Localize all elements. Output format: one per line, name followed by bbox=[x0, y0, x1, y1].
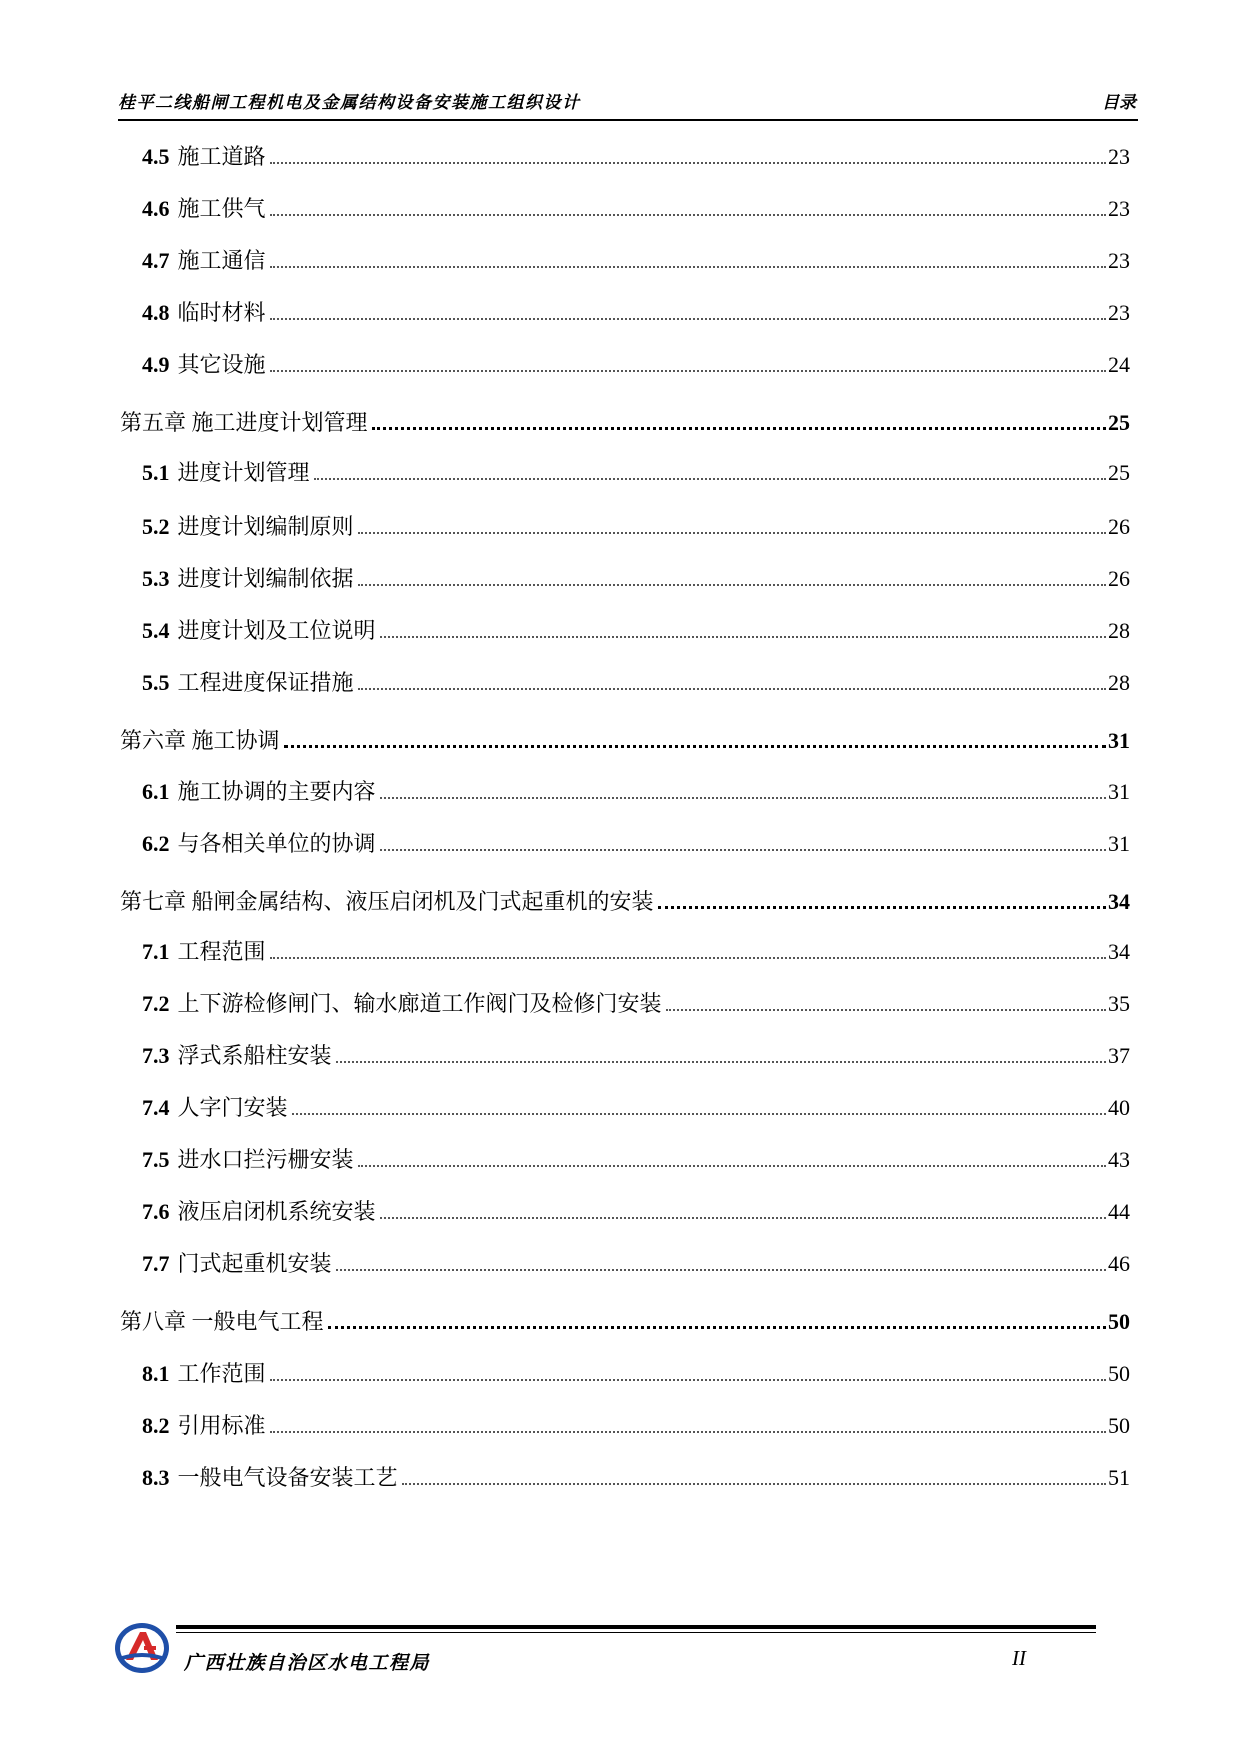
toc-entry-title: 施工通信 bbox=[177, 248, 266, 273]
toc-entry-title: 临时材料 bbox=[177, 300, 266, 325]
toc-entry-title: 工作范围 bbox=[177, 1361, 266, 1386]
toc-entry-title: 第六章 施工协调 bbox=[120, 728, 280, 753]
toc-entry-number: 4.6 bbox=[142, 196, 170, 221]
toc-entry-number: 7.5 bbox=[142, 1147, 170, 1172]
toc-entry-number: 5.3 bbox=[142, 566, 170, 591]
toc-entry-number: 7.2 bbox=[142, 991, 170, 1016]
toc-dot-leader bbox=[658, 906, 1106, 909]
toc-section-entry[interactable] bbox=[142, 775, 1130, 809]
company-logo-icon bbox=[112, 1620, 172, 1676]
toc-entry-page: 23 bbox=[1108, 300, 1130, 325]
footer-rule-thick bbox=[176, 1625, 1096, 1629]
toc-entry-page: 34 bbox=[1108, 889, 1130, 914]
toc-chapter-entry[interactable] bbox=[120, 1305, 1130, 1339]
toc-section-entry[interactable] bbox=[142, 1409, 1130, 1443]
toc-entry-page: 50 bbox=[1108, 1413, 1130, 1438]
toc-entry-number: 4.8 bbox=[142, 300, 170, 325]
toc-entry-page: 26 bbox=[1108, 566, 1130, 591]
toc-dot-leader bbox=[270, 162, 1106, 164]
toc-section-entry[interactable] bbox=[142, 562, 1130, 596]
toc-section-entry[interactable] bbox=[142, 456, 1130, 490]
toc-entry-page: 26 bbox=[1108, 514, 1130, 539]
toc-dot-leader bbox=[284, 745, 1106, 748]
toc-entry-page: 31 bbox=[1108, 779, 1130, 804]
toc-dot-leader bbox=[336, 1061, 1106, 1063]
toc-entry-number: 5.5 bbox=[142, 670, 170, 695]
toc-entry-page: 23 bbox=[1108, 248, 1130, 273]
toc-entry-title: 进度计划管理 bbox=[177, 460, 310, 485]
toc-dot-leader bbox=[358, 532, 1106, 534]
toc-entry-title: 人字门安装 bbox=[177, 1095, 288, 1120]
toc-dot-leader bbox=[270, 1431, 1106, 1433]
document-title: 桂平二线船闸工程机电及金属结构设备安装施工组织设计 bbox=[118, 93, 581, 113]
toc-entry-title: 一般电气设备安装工艺 bbox=[177, 1465, 398, 1490]
toc-dot-leader bbox=[666, 1009, 1106, 1011]
toc-entry-page: 37 bbox=[1108, 1043, 1130, 1068]
toc-chapter-entry[interactable] bbox=[120, 406, 1130, 440]
toc-entry-number: 6.2 bbox=[142, 831, 170, 856]
toc-entry-page: 43 bbox=[1108, 1147, 1130, 1172]
toc-section-entry[interactable] bbox=[142, 1091, 1130, 1125]
toc-entry-title: 门式起重机安装 bbox=[177, 1251, 332, 1276]
footer-rule-thin bbox=[176, 1632, 1096, 1633]
toc-dot-leader bbox=[380, 797, 1106, 799]
toc-entry-title: 进度计划编制原则 bbox=[177, 514, 354, 539]
toc-entry-page: 34 bbox=[1108, 939, 1130, 964]
toc-section-entry[interactable] bbox=[142, 1143, 1130, 1177]
toc-entry-title: 浮式系船柱安装 bbox=[177, 1043, 332, 1068]
toc-entry-number: 6.1 bbox=[142, 779, 170, 804]
toc-dot-leader bbox=[270, 1379, 1106, 1381]
toc-entry-title: 施工协调的主要内容 bbox=[177, 779, 376, 804]
toc-entry-title: 液压启闭机系统安装 bbox=[177, 1199, 376, 1224]
toc-dot-leader bbox=[314, 478, 1106, 480]
toc-section-entry[interactable] bbox=[142, 935, 1130, 969]
toc-section-entry[interactable] bbox=[142, 1195, 1130, 1229]
toc-chapter-entry[interactable] bbox=[120, 885, 1130, 919]
toc-entry-number: 5.1 bbox=[142, 460, 170, 485]
toc-dot-leader bbox=[380, 636, 1106, 638]
toc-section-entry[interactable] bbox=[142, 244, 1130, 278]
toc-entry-title: 第八章 一般电气工程 bbox=[120, 1309, 324, 1334]
toc-entry-page: 51 bbox=[1108, 1465, 1130, 1490]
toc-entry-page: 50 bbox=[1108, 1309, 1130, 1334]
toc-dot-leader bbox=[336, 1269, 1106, 1271]
toc-dot-leader bbox=[292, 1113, 1106, 1115]
toc-section-entry[interactable] bbox=[142, 192, 1130, 226]
toc-entry-page: 23 bbox=[1108, 144, 1130, 169]
footer-organization: 广西壮族自治区水电工程局 bbox=[184, 1652, 431, 1674]
toc-entry-title: 进度计划及工位说明 bbox=[177, 618, 376, 643]
toc-entry-number: 7.3 bbox=[142, 1043, 170, 1068]
toc-dot-leader bbox=[270, 266, 1106, 268]
toc-entry-number: 8.2 bbox=[142, 1413, 170, 1438]
toc-entry-title: 施工供气 bbox=[177, 196, 266, 221]
toc-entry-number: 4.9 bbox=[142, 352, 170, 377]
toc-section-entry[interactable] bbox=[142, 348, 1130, 382]
toc-entry-page: 28 bbox=[1108, 670, 1130, 695]
toc-entry-number: 4.7 bbox=[142, 248, 170, 273]
toc-entry-page: 31 bbox=[1108, 728, 1130, 753]
toc-section-entry[interactable] bbox=[142, 1357, 1130, 1391]
toc-entry-page: 44 bbox=[1108, 1199, 1130, 1224]
toc-entry-title: 第五章 施工进度计划管理 bbox=[120, 410, 368, 435]
toc-section-entry[interactable] bbox=[142, 510, 1130, 544]
toc-dot-leader bbox=[358, 1165, 1106, 1167]
toc-entry-title: 其它设施 bbox=[177, 352, 266, 377]
toc-entry-number: 7.1 bbox=[142, 939, 170, 964]
toc-dot-leader bbox=[270, 957, 1106, 959]
toc-entry-page: 25 bbox=[1108, 410, 1130, 435]
toc-section-entry[interactable] bbox=[142, 614, 1130, 648]
toc-section-entry[interactable] bbox=[142, 827, 1130, 861]
toc-entry-title: 引用标准 bbox=[177, 1413, 266, 1438]
toc-entry-page: 50 bbox=[1108, 1361, 1130, 1386]
section-name: 目录 bbox=[1102, 93, 1136, 113]
toc-entry-number: 7.7 bbox=[142, 1251, 170, 1276]
toc-entry-title: 工程范围 bbox=[177, 939, 266, 964]
toc-entry-number: 7.4 bbox=[142, 1095, 170, 1120]
toc-entry-number: 4.5 bbox=[142, 144, 170, 169]
toc-entry-number: 8.3 bbox=[142, 1465, 170, 1490]
toc-dot-leader bbox=[402, 1483, 1106, 1485]
toc-entry-title: 第七章 船闸金属结构、液压启闭机及门式起重机的安装 bbox=[120, 889, 654, 914]
toc-entry-title: 工程进度保证措施 bbox=[177, 670, 354, 695]
toc-dot-leader bbox=[270, 318, 1106, 320]
toc-dot-leader bbox=[270, 370, 1106, 372]
toc-entry-page: 40 bbox=[1108, 1095, 1130, 1120]
toc-entry-title: 进水口拦污栅安装 bbox=[177, 1147, 354, 1172]
toc-entry-number: 8.1 bbox=[142, 1361, 170, 1386]
toc-entry-number: 5.4 bbox=[142, 618, 170, 643]
toc-entry-title: 上下游检修闸门、输水廊道工作阀门及检修门安装 bbox=[177, 991, 662, 1016]
toc-section-entry[interactable] bbox=[142, 987, 1130, 1021]
toc-section-entry[interactable] bbox=[142, 666, 1130, 700]
toc-section-entry[interactable] bbox=[142, 1039, 1130, 1073]
toc-entry-page: 28 bbox=[1108, 618, 1130, 643]
toc-dot-leader bbox=[328, 1326, 1106, 1329]
toc-section-entry[interactable] bbox=[142, 1247, 1130, 1281]
toc-dot-leader bbox=[380, 849, 1106, 851]
toc-entry-title: 施工道路 bbox=[177, 144, 266, 169]
toc-entry-page: 24 bbox=[1108, 352, 1130, 377]
toc-entry-page: 31 bbox=[1108, 831, 1130, 856]
toc-dot-leader bbox=[372, 427, 1106, 430]
toc-chapter-entry[interactable] bbox=[120, 724, 1130, 758]
toc-entry-page: 35 bbox=[1108, 991, 1130, 1016]
toc-entry-title: 进度计划编制依据 bbox=[177, 566, 354, 591]
toc-dot-leader bbox=[358, 688, 1106, 690]
toc-entry-title: 与各相关单位的协调 bbox=[177, 831, 376, 856]
toc-section-entry[interactable] bbox=[142, 296, 1130, 330]
toc-entry-page: 23 bbox=[1108, 196, 1130, 221]
toc-entry-page: 46 bbox=[1108, 1251, 1130, 1276]
footer-page-number: II bbox=[1012, 1646, 1026, 1670]
toc-entry-number: 7.6 bbox=[142, 1199, 170, 1224]
toc-dot-leader bbox=[358, 584, 1106, 586]
toc-section-entry[interactable] bbox=[142, 1461, 1130, 1495]
toc-dot-leader bbox=[270, 214, 1106, 216]
toc-dot-leader bbox=[380, 1217, 1106, 1219]
toc-section-entry[interactable] bbox=[142, 140, 1130, 174]
toc-entry-number: 5.2 bbox=[142, 514, 170, 539]
toc-entry-page: 25 bbox=[1108, 460, 1130, 485]
